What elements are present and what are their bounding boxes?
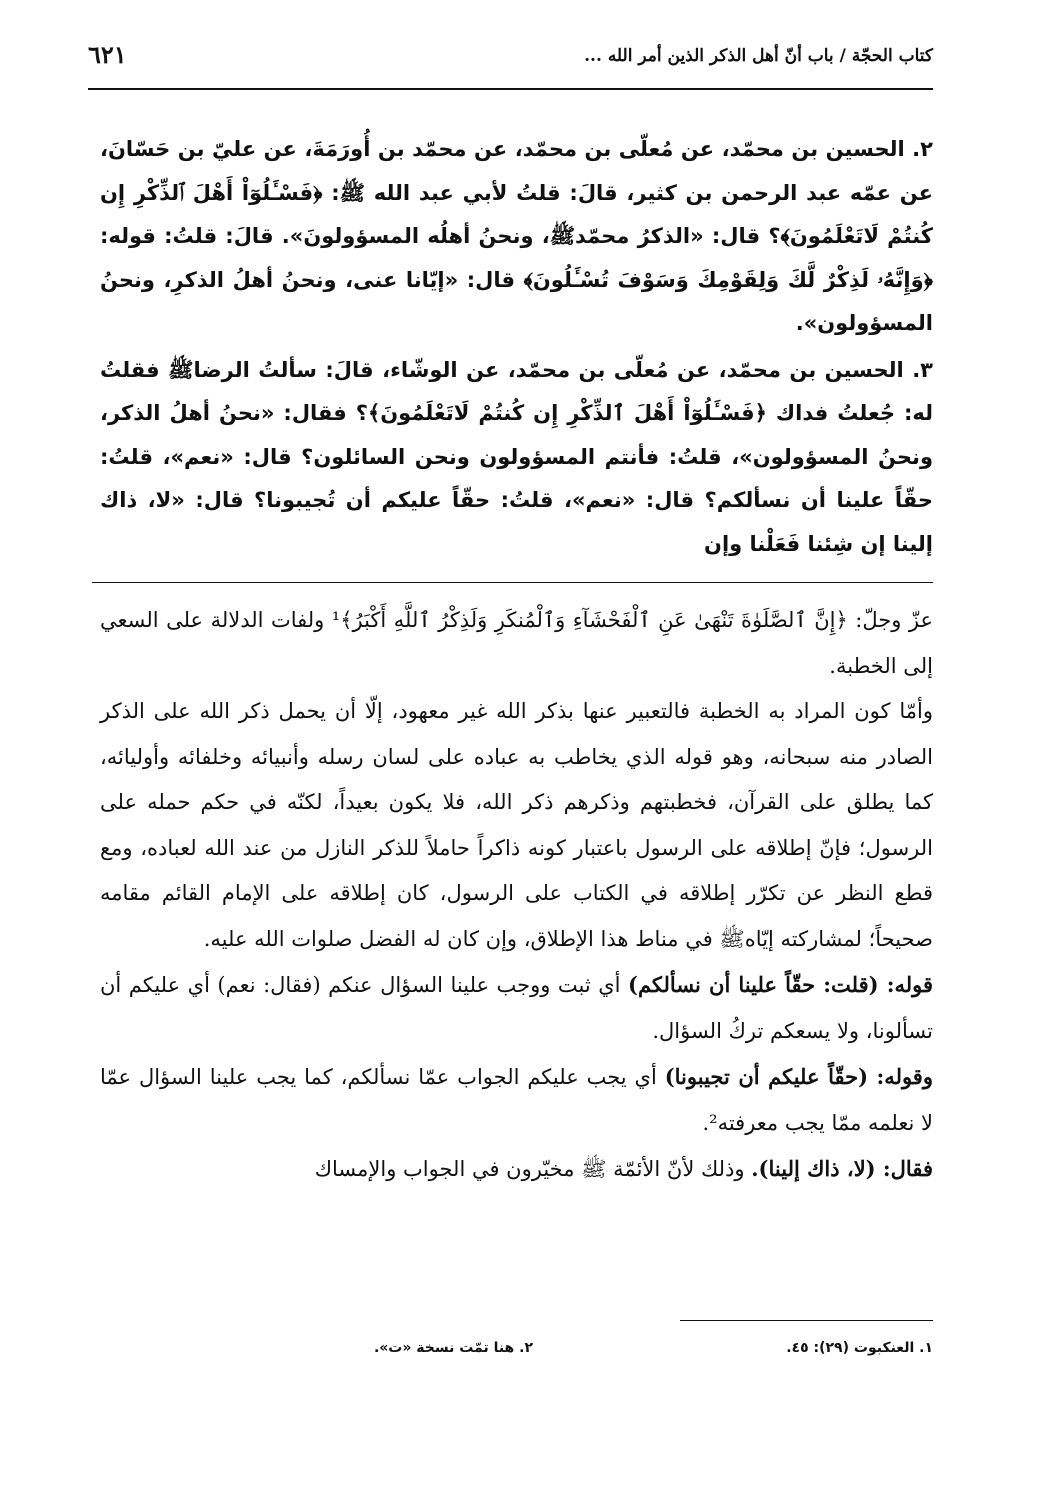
commentary-paragraph-4 — [100, 1054, 933, 1146]
quoted-phrase: وقوله: (حقّاً عليكم أن تجيبونا) — [664, 1064, 933, 1089]
footnote-2: ٢. هنا تمّت نسخة «ت». — [373, 1340, 533, 1356]
quoted-phrase: فقال: (لا، ذاك إلينا). — [751, 1156, 933, 1181]
page-number: ٦٢١ — [88, 40, 127, 69]
explanation-text: أي ثبت ووجب علينا السؤال عنكم (فقال: نعم) أي عليكم أن تسألونا، ولا يسعكم تركُ السؤال. — [100, 973, 933, 1043]
commentary-paragraph-1: عزّ وجلّ: ﴿إِنَّ ٱلصَّلَوٰةَ تَنْهَىٰ عَنِ ٱلْفَحْشَآءِ وَٱلْمُنكَرِ وَلَذِكْرُ ٱللَّهِ أَكْبَرُ﴾¹ ولفات الدلالة على السعي إلى الخطبة. — [100, 608, 933, 678]
footnote-1: ١. العنكبوت (٢٩): ٤٥. — [786, 1340, 933, 1356]
commentary-paragraph-5 — [100, 1146, 933, 1193]
commentary-section — [100, 598, 933, 1193]
hadith-3: ٣. الحسين بن محمّد، عن مُعلّى بن محمّد، عن الوشّاء، قالَ: سألتُ الرضاﷺ فقلتُ له: جُعلتُ فداك ﴿فَسْـَٔلُوٓاْ أَهْلَ ٱلذِّكْرِ إِن كُنتُمْ لَاتَعْلَمُونَ﴾؟ فقال: «نحنُ أهلُ الذكر، ونحنُ المسؤولون»، قلتُ: فأنتم المسؤولون ونحن السائلون؟ قال: «نعم»، قلتُ: حقّاً علينا أن نسألكم؟ قال: «نعم»، قلتُ: حقّاً عليكم أن تُجيبونا؟ قال: «لا، ذاك إلينا إن شِئنا فَعَلْنا وإن — [100, 357, 933, 556]
footnote-divider — [680, 1320, 933, 1321]
section-divider — [92, 582, 933, 583]
hadith-2: ٢. الحسين بن محمّد، عن مُعلّى بن محمّد، عن محمّد بن أُورَمَةَ، عن عليّ بن حَسّانَ، عن عمّه عبد الرحمن بن كثير، قالَ: قلتُ لأبي عبد الله ﷺ: ﴿فَسْـَٔلُوٓاْ أَهْلَ ٱلذِّكْرِ إِن كُنتُمْ لَاتَعْلَمُونَ﴾؟ قال: «الذكرُ محمّدﷺ، ونحنُ أهلُه المسؤولونَ». قالَ: قلتُ: قوله: ﴿وَإِنَّهُۥ لَذِكْرٌ لَّكَ وَلِقَوْمِكَ وَسَوْفَ تُسْـَٔلُونَ﴾ قال: «إيّانا عنى، ونحنُ أهلُ الذكرِ، ونحنُ المسؤولون». — [100, 137, 933, 335]
hadith-section — [100, 128, 933, 566]
explanation-text: وذلك لأنّ الأئمّة ﷺ مخيّرون في الجواب والإمساك — [314, 1157, 752, 1181]
commentary-paragraph-3 — [100, 962, 933, 1054]
running-title: كتاب الحجّة / باب أنّ أهل الذكر الذين أمر الله ... — [584, 46, 933, 66]
explanation-text: أي يجب عليكم الجواب عمّا نسألكم، كما يجب علينا السؤال عمّا لا نعلمه ممّا يجب معرفته². — [100, 1065, 933, 1135]
quoted-phrase: قوله: (قلت: حقّاً علينا أن نسألكم) — [628, 972, 933, 997]
page-header — [88, 40, 933, 90]
commentary-paragraph-2: وأمّا كون المراد به الخطبة فالتعبير عنها بذكر الله غير معهود، إلّا أن يحمل ذكر الله على الذكر الصادر منه سبحانه، وهو قوله الذي يخاطب به عباده على لسان رسله وأنبيائه وخلفائه وأوليائه، كما يطلق على القرآن، فخطبتهم وذكرهم ذكر الله، فلا يكون بعيداً، لكنّه في حكم حمله على الرسول؛ فإنّ إطلاقه على الرسول باعتبار كونه ذاكراً حاملاً للذكر النازل من عند الله لعباده، ومع قطع النظر عن تكرّر إطلاقه في الكتاب على الرسول، كان إطلاقه على الإمام القائم مقامه صحيحاً؛ لمشاركته إيّاهﷺ في مناط هذا الإطلاق، وإن كان له الفضل صلوات الله عليه. — [100, 699, 933, 951]
